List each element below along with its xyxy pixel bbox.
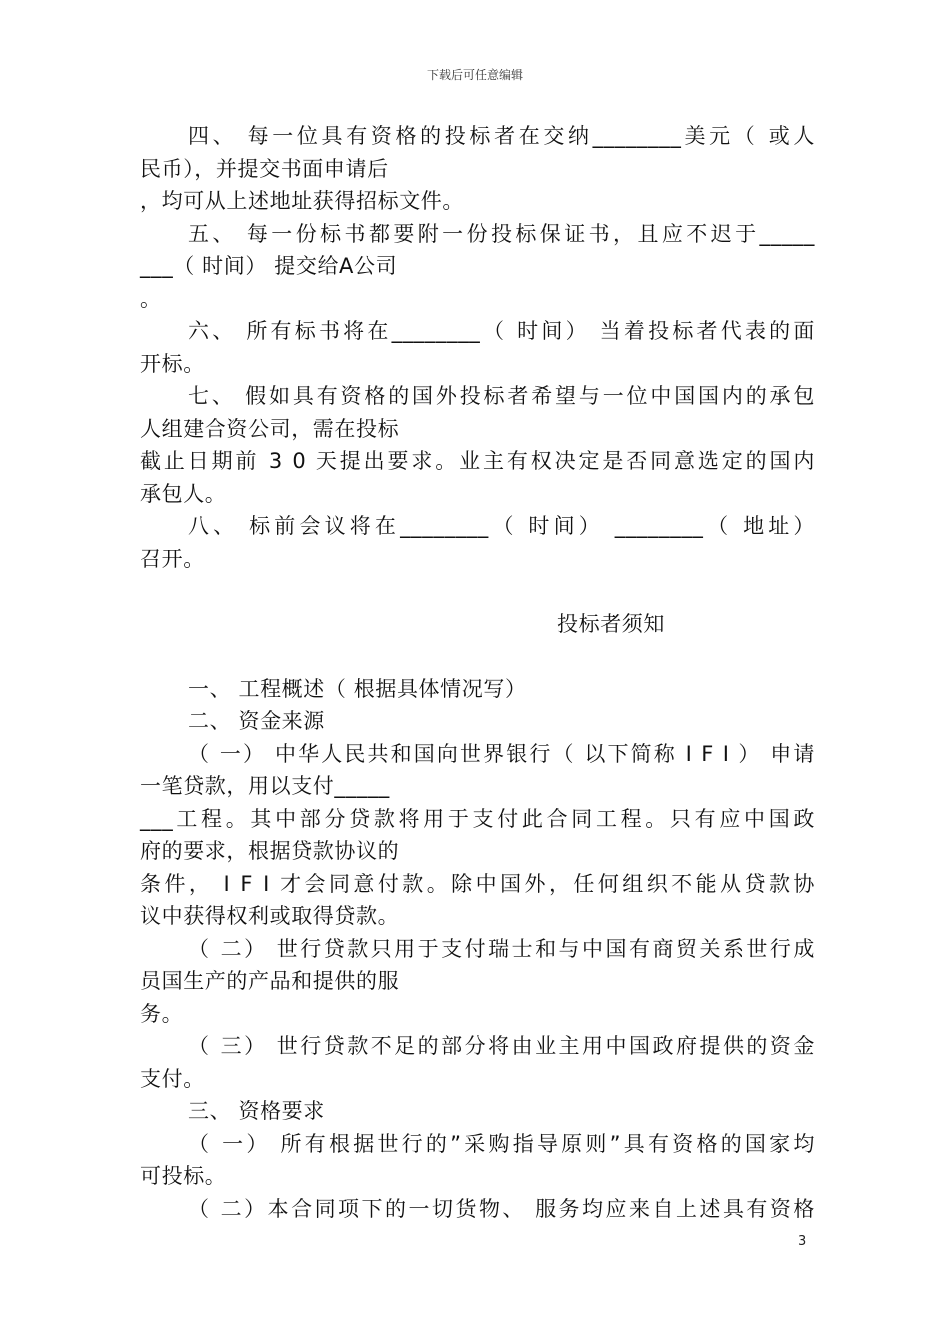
funding-1-line-3: ___工程。其中部分贷款将用于支付此合同工程。只有应中国政 xyxy=(140,806,815,831)
qualification-1-line-1: （ 一） 所有根据世行的”采购指导原则”具有资格的国家均 xyxy=(188,1131,815,1156)
paragraph-7-line-2: 人组建合资公司，需在投标 xyxy=(140,416,400,441)
paragraph-5-line-3: 。 xyxy=(140,286,162,311)
paragraph-8-line-1: 八、 标前会议将在________（ 时间） ________（ 地址） xyxy=(188,514,815,538)
funding-2-line-2: 员国生产的产品和提供的服 xyxy=(140,969,400,993)
funding-3-line-1: （ 三） 世行贷款不足的部分将由业主用中国政府提供的资金 xyxy=(188,1034,815,1058)
paragraph-4-line-3: ，均可从上述地址获得招标文件。 xyxy=(140,189,464,213)
funding-3-line-2: 支付。 xyxy=(140,1066,205,1091)
paragraph-8-line-2: 召开。 xyxy=(140,546,205,571)
funding-1-line-4: 府的要求，根据贷款协议的 xyxy=(140,839,400,863)
paragraph-6-line-1: 六、 所有标书将在________（ 时间） 当着投标者代表的面 xyxy=(188,319,815,343)
paragraph-4-line-1: 四、 每一位具有资格的投标者在交纳________美元（ 或人 xyxy=(188,124,815,148)
funding-1-line-5: 条件， I F I 才会同意付款。除中国外，任何组织不能从贷款协 xyxy=(140,871,815,896)
page-header: 下载后可任意编辑 xyxy=(426,68,523,82)
funding-1-line-6: 议中获得权利或取得贷款。 xyxy=(140,904,400,928)
spacer xyxy=(140,640,815,673)
paragraph-5-line-2: ___（ 时间） 提交给A公司 xyxy=(140,254,398,278)
spacer xyxy=(140,575,815,608)
paragraph-7-line-4: 承包人。 xyxy=(140,481,227,506)
section-3-heading: 三、 资格要求 xyxy=(188,1099,325,1123)
qualification-2-line-1: （ 二）本合同项下的一切货物、 服务均应来自上述具有资格 xyxy=(188,1196,815,1221)
page-number: 3 xyxy=(798,1234,807,1249)
funding-2-line-3: 务。 xyxy=(140,1001,184,1026)
qualification-1-line-2: 可投标。 xyxy=(140,1164,227,1188)
section-2-heading: 二、 资金来源 xyxy=(188,709,325,733)
funding-1-line-2: 一笔贷款，用以支付_____ xyxy=(140,774,390,798)
funding-2-line-1: （ 二） 世行贷款只用于支付瑞士和与中国有商贸关系世行成 xyxy=(188,936,815,961)
paragraph-7-line-1: 七、 假如具有资格的国外投标者希望与一位中国国内的承包 xyxy=(188,384,815,408)
document-body xyxy=(140,120,815,1225)
funding-1-line-1: （ 一） 中华人民共和国向世界银行（ 以下简称 I F I ） 申请 xyxy=(188,741,815,766)
paragraph-7-line-3: 截止日期前 3 0 天提出要求。业主有权决定是否同意选定的国内 xyxy=(140,449,815,473)
paragraph-5-line-1: 五、 每一份标书都要附一份投标保证书，且应不迟于_____ xyxy=(188,221,815,246)
section-title: 投标者须知 xyxy=(557,611,665,636)
section-1-heading: 一、 工程概述（ 根据具体情况写） xyxy=(188,676,527,701)
paragraph-4-line-2: 民币），并提交书面申请后 xyxy=(140,156,389,181)
paragraph-6-line-2: 开标。 xyxy=(140,351,205,376)
